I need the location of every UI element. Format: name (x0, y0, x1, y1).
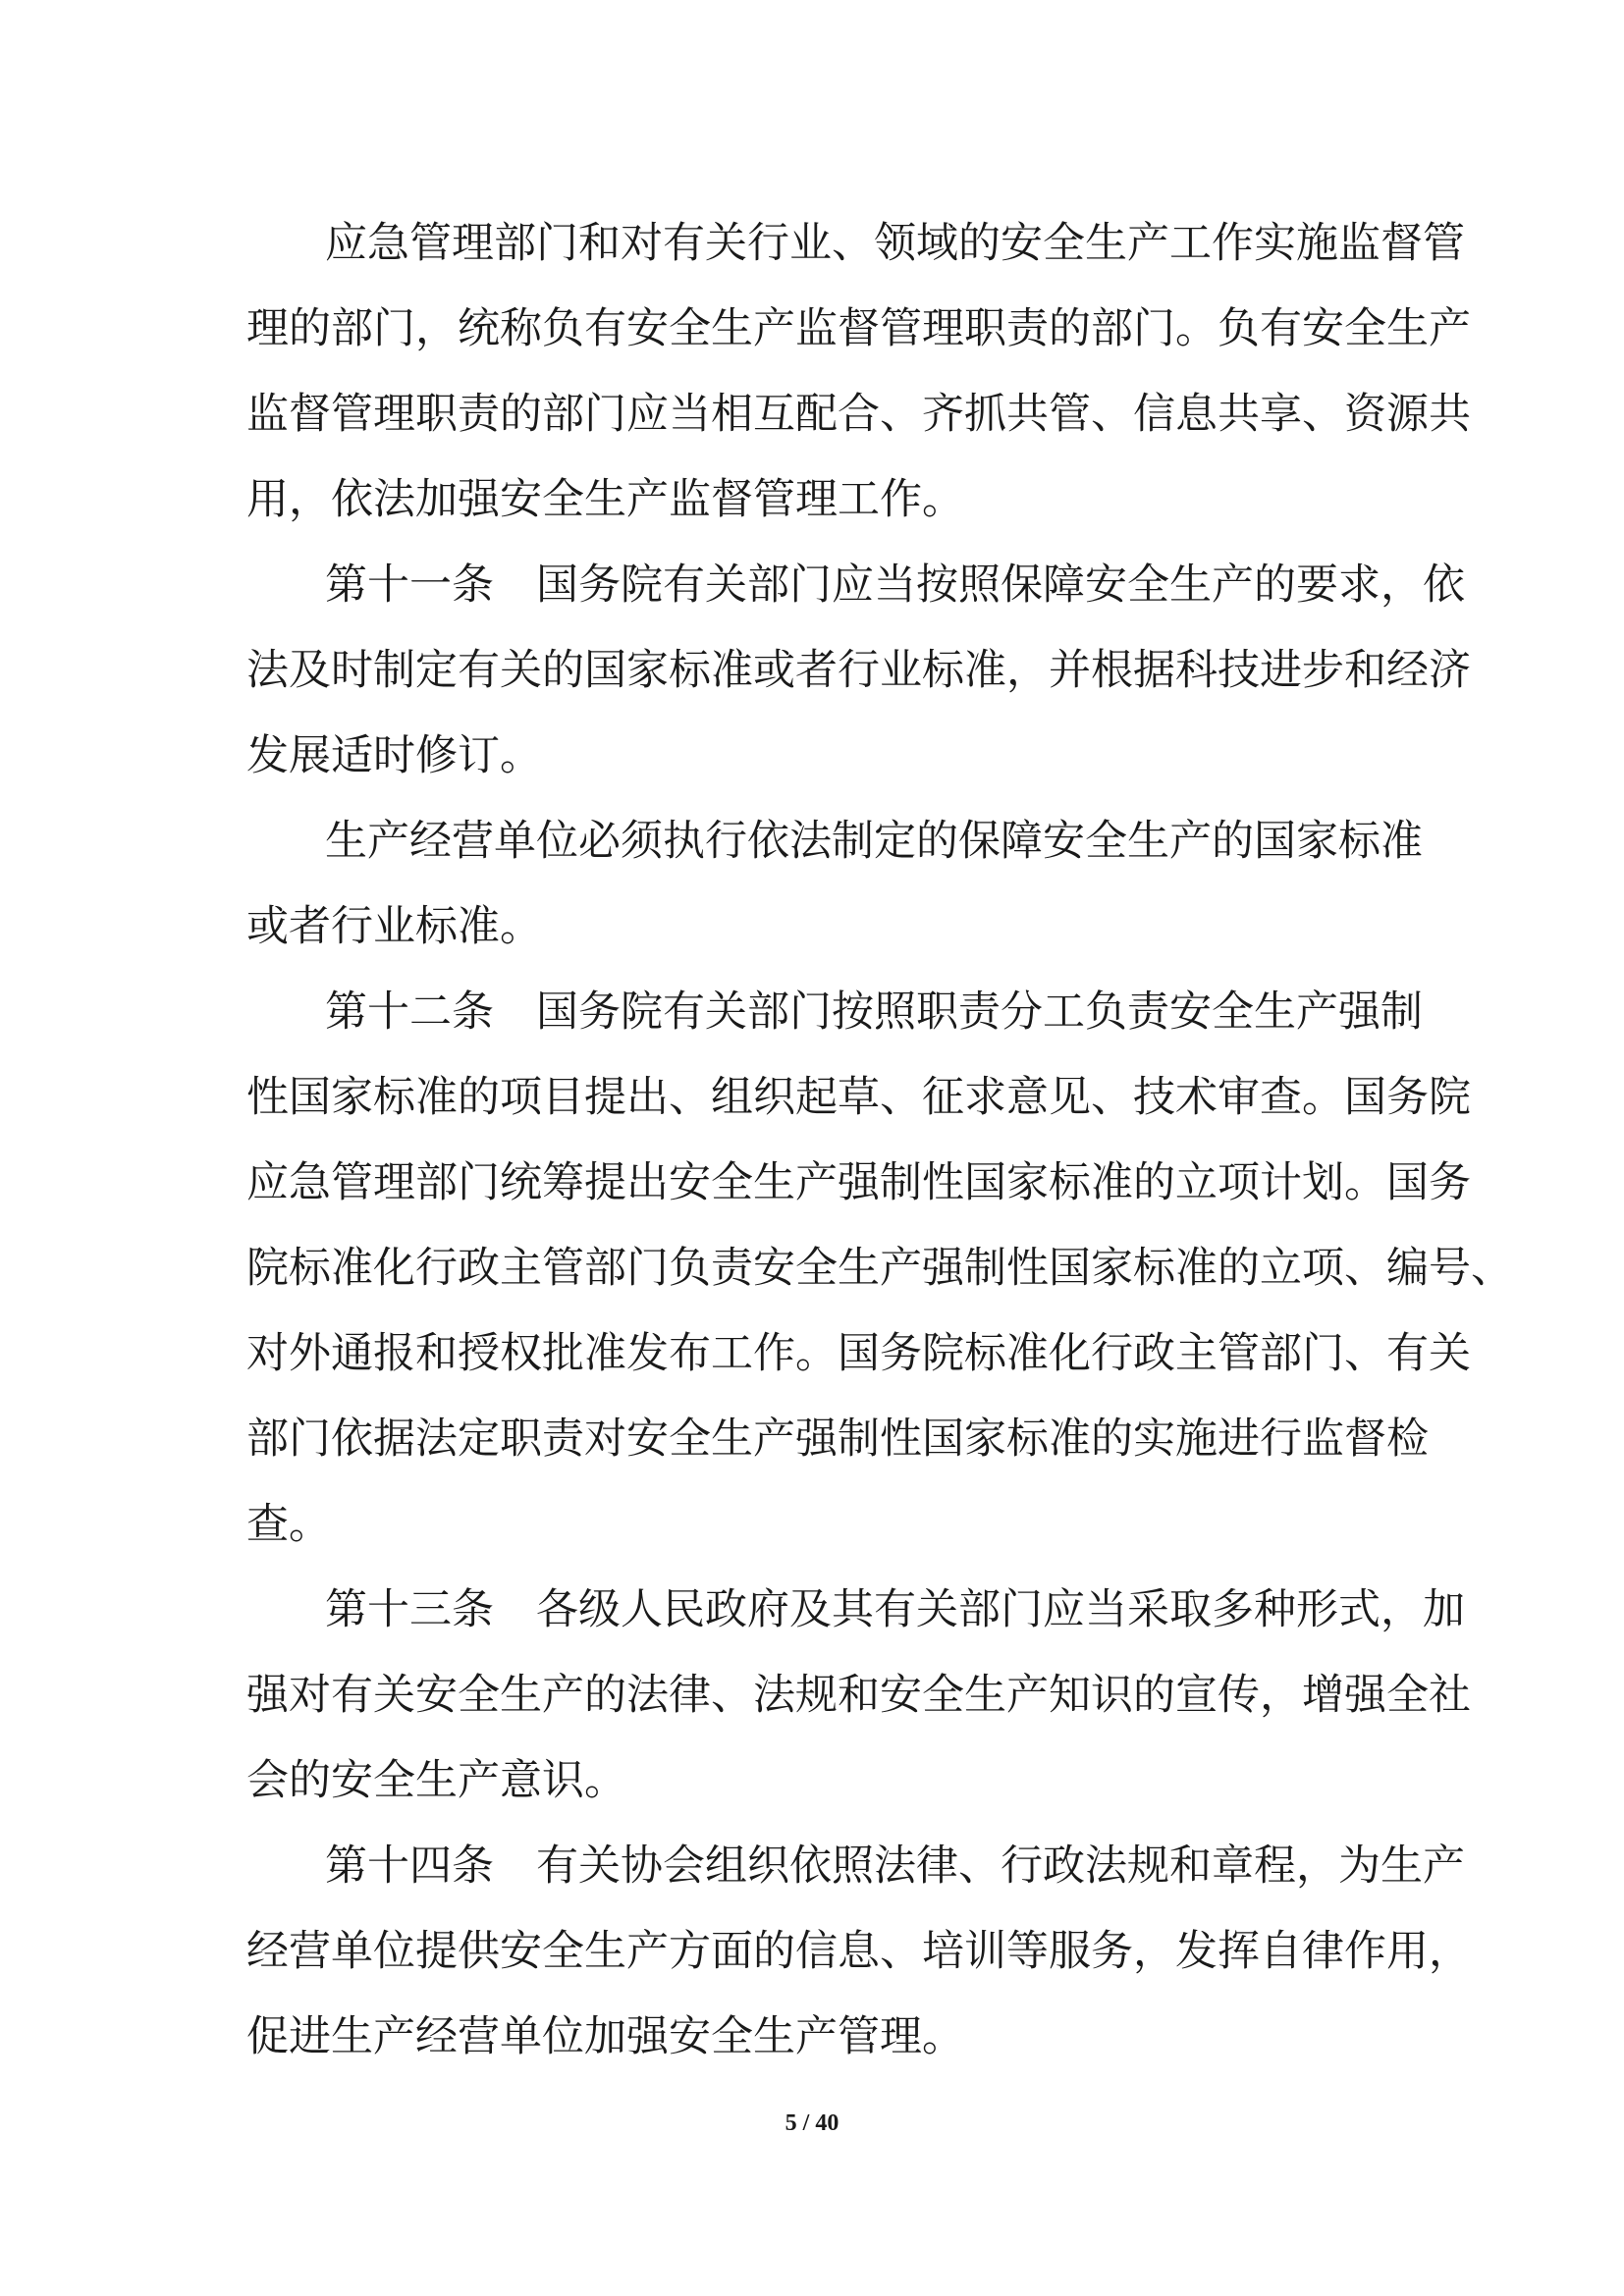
text-line: 应急管理部门统筹提出安全生产强制性国家标准的立项计划。国务 (246, 1158, 1471, 1207)
text-line: 部门依据法定职责对安全生产强制性国家标准的实施进行监督检 (246, 1415, 1429, 1464)
text-line: 监督管理职责的部门应当相互配合、齐抓共管、信息共享、资源共 (246, 390, 1471, 439)
text-line: 第十一条 国务院有关部门应当按照保障安全生产的要求，依 (325, 561, 1465, 610)
text-line: 查。 (246, 1500, 331, 1549)
text-line: 对外通报和授权批准发布工作。国务院标准化行政主管部门、有关 (246, 1329, 1471, 1378)
text-line: 第十四条 有关协会组织依照法律、行政法规和章程，为生产 (325, 1842, 1465, 1891)
text-line: 性国家标准的项目提出、组织起草、征求意见、技术审查。国务院 (246, 1073, 1471, 1122)
text-line: 法及时制定有关的国家标准或者行业标准，并根据科技进步和经济 (246, 646, 1471, 695)
page-number: 5 / 40 (785, 2110, 839, 2136)
text-line: 促进生产经营单位加强安全生产管理。 (246, 2012, 964, 2061)
text-line: 用，依法加强安全生产监督管理工作。 (246, 475, 964, 524)
text-line: 发展适时修订。 (246, 731, 542, 780)
text-line: 或者行业标准。 (246, 902, 542, 951)
text-line: 院标准化行政主管部门负责安全生产强制性国家标准的立项、编号、 (246, 1244, 1513, 1293)
text-line: 第十二条 国务院有关部门按照职责分工负责安全生产强制 (325, 988, 1423, 1037)
text-line: 应急管理部门和对有关行业、领域的安全生产工作实施监督管 (325, 219, 1465, 268)
text-line: 强对有关安全生产的法律、法规和安全生产知识的宣传，增强全社 (246, 1671, 1471, 1720)
text-line: 生产经营单位必须执行依法制定的保障安全生产的国家标准 (325, 817, 1423, 866)
text-line: 会的安全生产意识。 (246, 1756, 626, 1805)
text-line: 第十三条 各级人民政府及其有关部门应当采取多种形式，加 (325, 1585, 1465, 1634)
text-line: 理的部门，统称负有安全生产监督管理职责的部门。负有安全生产 (246, 304, 1471, 353)
text-line: 经营单位提供安全生产方面的信息、培训等服务，发挥自律作用， (246, 1927, 1471, 1976)
